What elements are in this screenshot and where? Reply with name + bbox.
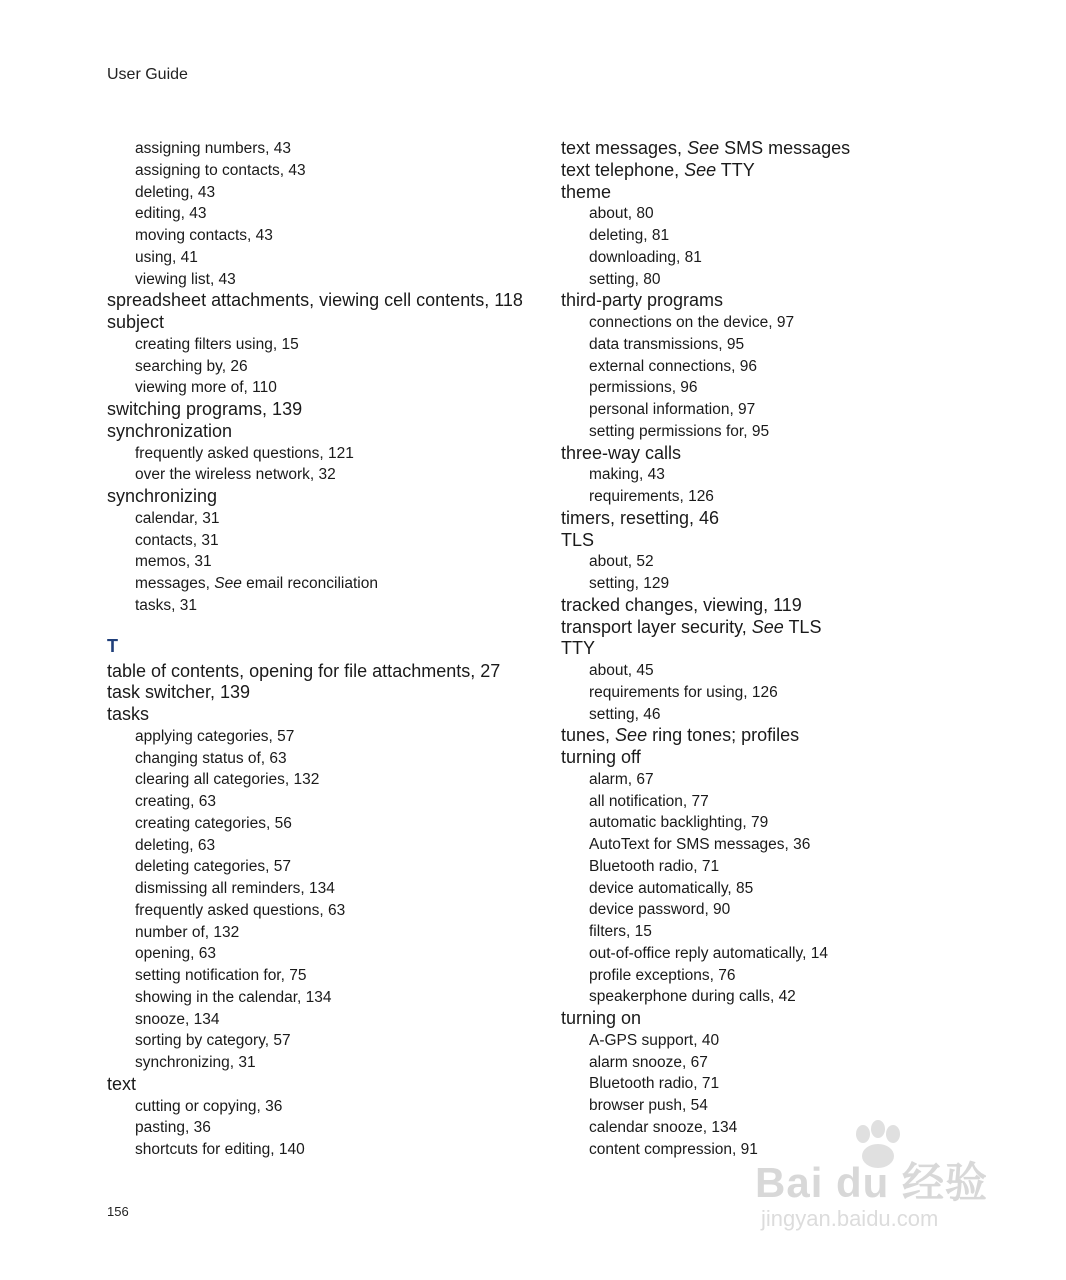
index-subentry: viewing more of, 110 (135, 379, 277, 397)
index-subentry: browser push, 54 (589, 1097, 708, 1114)
index-subentry: tasks, 31 (135, 596, 198, 614)
index-subentry: out-of-office reply automatically, 14 (589, 944, 828, 962)
index-entry: TLS (561, 529, 595, 550)
index-entry: theme (561, 181, 612, 202)
entry-text: text telephone, (561, 159, 685, 180)
index-entry: subject (107, 312, 165, 332)
index-subentry: sorting by category, 57 (135, 1032, 291, 1050)
page-number: 156 (107, 1204, 129, 1219)
index-subentry: editing, 43 (135, 205, 207, 223)
index-entry (561, 138, 1001, 160)
section-letter: T (107, 635, 118, 656)
index-entry (561, 160, 1001, 182)
index-subentry: automatic backlighting, 79 (589, 814, 769, 832)
index-subentry: using, 41 (135, 248, 198, 266)
index-subentry: applying categories, 57 (135, 727, 295, 745)
index-subentry: pasting, 36 (135, 1119, 211, 1137)
index-subentry: frequently asked questions, 121 (135, 444, 354, 462)
index-entry: TTY (561, 638, 595, 659)
index-subentry: filters, 15 (589, 923, 652, 940)
entry-target: TLS (783, 616, 822, 637)
index-subentry: moving contacts, 43 (135, 227, 273, 244)
index-entry: synchronization (107, 420, 233, 441)
index-subentry: viewing list, 43 (135, 270, 236, 288)
index-subentry: Bluetooth radio, 71 (589, 857, 720, 875)
index-subentry: clearing all categories, 132 (135, 771, 320, 789)
index-subentry: Bluetooth radio, 71 (589, 1075, 720, 1093)
watermark-url: jingyan.baidu.com (761, 1206, 939, 1231)
see-reference: See (684, 159, 717, 180)
entry-target: ring tones; profiles (647, 725, 800, 746)
index-subentry: setting permissions for, 95 (589, 422, 770, 440)
index-subentry: alarm snooze, 67 (589, 1053, 708, 1071)
index-entry: table of contents, opening for file attachments, 27 (107, 660, 501, 681)
entry-text: messages, (135, 575, 215, 592)
index-subentry: cutting or copying, 36 (135, 1097, 283, 1115)
index-subentry: alarm, 67 (589, 770, 654, 788)
index-subentry: all notification, 77 (589, 792, 709, 810)
index-subentry: assigning numbers, 43 (135, 140, 291, 157)
index-subentry: number of, 132 (135, 923, 240, 941)
index-subentry: calendar snooze, 134 (589, 1118, 738, 1136)
index-entry: tracked changes, viewing, 119 (561, 594, 802, 615)
index-subentry: assigning to contacts, 43 (135, 161, 306, 179)
index-subentry: downloading, 81 (589, 248, 702, 266)
watermark-brand: Bai du 经验 (755, 1159, 989, 1206)
index-subentry: requirements for using, 126 (589, 683, 778, 701)
index-entry (561, 725, 1001, 747)
index-subentry: setting notification for, 75 (135, 967, 307, 984)
index-subentry: creating filters using, 15 (135, 335, 299, 353)
index-subentry: frequently asked questions, 63 (135, 901, 346, 919)
index-entry: synchronizing (107, 486, 218, 506)
see-reference: See (615, 725, 648, 746)
index-entry (561, 617, 1001, 639)
index-subentry: searching by, 26 (135, 357, 248, 375)
index-subentry: memos, 31 (135, 553, 212, 571)
index-subentry (107, 573, 547, 595)
index-entry: text (107, 1073, 137, 1094)
see-reference: See (687, 138, 720, 158)
index-subentry: setting, 129 (589, 575, 670, 592)
index-column-right (561, 138, 1001, 1160)
index-subentry: deleting categories, 57 (135, 858, 291, 876)
index-entry: timers, resetting, 46 (561, 507, 720, 528)
index-subentry: showing in the calendar, 134 (135, 988, 332, 1006)
index-subentry: contacts, 31 (135, 531, 219, 549)
index-column-left (107, 138, 547, 1161)
entry-target: TTY (716, 159, 755, 180)
index-subentry: about, 80 (589, 205, 654, 223)
index-subentry: external connections, 96 (589, 357, 758, 375)
see-reference: See (751, 616, 784, 637)
index-subentry: device automatically, 85 (589, 879, 754, 897)
index-subentry: deleting, 43 (135, 183, 216, 201)
index-entry: three-way calls (561, 442, 682, 463)
entry-text: text messages, (561, 138, 688, 158)
index-subentry: profile exceptions, 76 (589, 966, 736, 984)
index-subentry: data transmissions, 95 (589, 335, 745, 353)
entry-target: SMS messages (719, 138, 851, 158)
index-subentry: creating categories, 56 (135, 814, 292, 832)
index-subentry: deleting, 63 (135, 836, 216, 854)
index-subentry: speakerphone during calls, 42 (589, 988, 796, 1006)
index-subentry: deleting, 81 (589, 227, 670, 244)
index-subentry: connections on the device, 97 (589, 314, 795, 331)
index-entry: switching programs, 139 (107, 399, 303, 419)
watermark (755, 1120, 1005, 1240)
entry-target: email reconciliation (241, 575, 378, 592)
index-entry: turning off (561, 747, 641, 767)
index-subentry: device password, 90 (589, 901, 731, 919)
index-subentry: changing status of, 63 (135, 749, 287, 767)
index-subentry: about, 45 (589, 662, 654, 679)
index-subentry: shortcuts for editing, 140 (135, 1141, 305, 1158)
index-subentry: permissions, 96 (589, 379, 698, 397)
index-subentry: calendar, 31 (135, 509, 220, 527)
index-subentry: synchronizing, 31 (135, 1054, 256, 1071)
index-subentry: content compression, 91 (589, 1140, 758, 1158)
see-reference: See (214, 575, 242, 592)
index-subentry: snooze, 134 (135, 1010, 220, 1028)
index-subentry: AutoText for SMS messages, 36 (589, 836, 811, 853)
index-subentry: creating, 63 (135, 793, 216, 810)
entry-text: tunes, (561, 725, 616, 746)
index-subentry: setting, 46 (589, 705, 661, 723)
index-entry: task switcher, 139 (107, 682, 251, 703)
index-subentry: making, 43 (589, 466, 665, 484)
running-header: User Guide (107, 66, 188, 83)
index-subentry: A-GPS support, 40 (589, 1031, 720, 1049)
entry-text: transport layer security, (561, 616, 752, 637)
index-subentry: setting, 80 (589, 270, 661, 288)
index-entry: third-party programs (561, 290, 724, 311)
index-subentry: about, 52 (589, 553, 654, 571)
index-subentry: dismissing all reminders, 134 (135, 880, 335, 897)
index-subentry: opening, 63 (135, 945, 217, 963)
index-entry: tasks (107, 704, 150, 724)
index-subentry: personal information, 97 (589, 401, 756, 418)
index-entry: turning on (561, 1008, 642, 1028)
index-subentry: requirements, 126 (589, 488, 714, 505)
index-subentry: over the wireless network, 32 (135, 466, 336, 484)
index-entry: spreadsheet attachments, viewing cell contents, 118 (107, 290, 523, 311)
